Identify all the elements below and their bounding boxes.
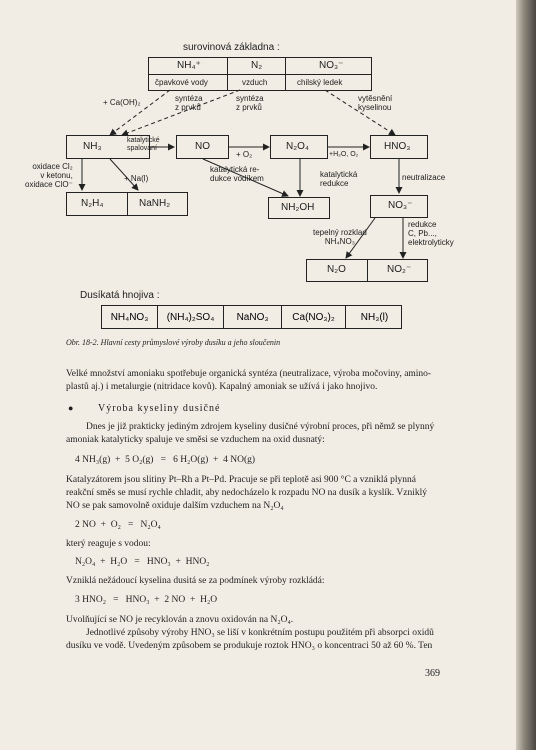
- nh4-formula: NH₄⁺: [177, 60, 201, 71]
- section-title: Výroba kyseliny dusičné: [98, 403, 221, 414]
- n2o4-box: [270, 135, 328, 159]
- nanh2-formula: NaNH₂: [139, 198, 171, 209]
- synthesis-label-2: syntéza z prvků: [236, 94, 264, 112]
- equation-2: 2 NO + O₂ = N₂O₄: [75, 520, 161, 530]
- catalytic-reduction-h2-label: katalytická re- dukce vodíkem: [210, 165, 264, 183]
- paragraph-line: který reaguje s vodou:: [66, 539, 151, 549]
- fertilizer-item: Ca(NO₃)₂: [282, 306, 346, 328]
- no2-formula: NO₂⁻: [387, 264, 412, 275]
- hno3-formula: HNO₃: [384, 141, 411, 152]
- plus-na-label: + Na(l): [124, 174, 149, 183]
- paragraph-line: Vzniklá nežádoucí kyselina dusitá se za podmínek výroby rozkládá:: [66, 576, 325, 586]
- displacement-label: vytěsnění kyselinou: [358, 94, 393, 112]
- no3-source: chilský ledek: [297, 78, 343, 87]
- nh2oh-formula: NH₂OH: [281, 202, 315, 213]
- fertilizer-item: NH₃(l): [360, 311, 389, 323]
- oxidation-label: oxidace Cl₂ v ketonu, oxidace ClO⁻: [25, 162, 73, 189]
- nh2oh-box: [268, 197, 330, 219]
- equation-1: 4 NH₃(g) + 5 O₂(g) = 6 H₂O(g) + 4 NO(g): [75, 455, 256, 465]
- nh3-formula: NH₃: [83, 141, 102, 152]
- fertilizer-item: NaNO₃: [224, 306, 282, 328]
- n2-formula: N₂: [251, 60, 263, 71]
- fertilizer-item: (NH₄)₂SO₄: [158, 306, 224, 328]
- figure-caption: Obr. 18-2. Hlavní cesty průmyslové výroby dusíku a jeho sloučenin: [66, 338, 281, 347]
- water-o2-label: +H₂O, O₂: [329, 151, 359, 158]
- plus-o2-label: + O₂: [236, 150, 253, 159]
- fertilizer-item: NH₄NO₃: [102, 306, 158, 328]
- thermal-decomposition-label: tepelný rozklad NH₄NO₃: [313, 228, 367, 246]
- paragraph-line: Katalyzátorem jsou slitiny Pt–Rh a Pt–Pd. Pracuje se při teplotě asi 900 °C a vzniklá plynná: [66, 475, 416, 485]
- n2-source: vzduch: [242, 78, 268, 87]
- reduction-label: redukce C, Pb..., elektrolyticky: [408, 220, 454, 247]
- paragraph-line: reakční směs se musí rychle chladit, aby nedocházelo k rozpadu NO na dusík a kyslík. Vzniklý: [66, 488, 427, 498]
- paragraph-line: Jednotlivé způsoby výroby HNO₃ se liší v konkrétním postupu použitém při absorpci oxidů: [86, 628, 434, 638]
- paragraph-line: amoniak katalyticky spaluje ve směsi se vzduchem na oxid dusnatý:: [66, 435, 325, 445]
- paragraph-line: dusíku ve vodě. Uvedeným způsobem se produkuje roztok HNO₃ o koncentraci 50 až 60 %. Ten: [66, 641, 433, 651]
- n2o4-formula: N₂O₄: [286, 141, 309, 152]
- synthesis-label-1: syntéza z prvků: [175, 94, 203, 112]
- equation-4: 3 HNO₂ = HNO₃ + 2 NO + H₂O: [75, 595, 218, 605]
- no-formula: NO: [195, 141, 210, 152]
- no3-mid-formula: NO₃⁻: [388, 200, 413, 211]
- caoh-label: + Ca(OH)₂: [103, 98, 141, 107]
- no3-formula: NO₃⁻: [319, 60, 344, 71]
- fertilizers-label: Dusíkatá hnojiva :: [80, 290, 160, 301]
- raw-materials-box: [148, 57, 372, 91]
- no-box: [176, 135, 229, 159]
- paragraph-line: NO se pak samovolně oxiduje dalším vzduchem na N₂O₄: [66, 501, 284, 511]
- raw-materials-label: surovinová základna :: [183, 42, 280, 53]
- catalytic-reduction-label: katalytická redukce: [320, 170, 358, 188]
- intro-line: plastů aj.) i metalurgie (nitridace kovů). Kapalný amoniak se užívá i jako hnojivo.: [66, 382, 378, 392]
- nh4-source: čpavkové vody: [155, 78, 208, 87]
- book-spine-edge: [516, 0, 536, 750]
- page-number: 369: [425, 668, 440, 679]
- hno3-box: [370, 135, 428, 159]
- intro-line: Velké množství amoniaku spotřebuje organická syntéza (neutralizace, výroba močoviny, amino-: [66, 369, 432, 379]
- n2o-no2-box: [306, 259, 428, 282]
- paragraph-line: Uvolňující se NO je recyklován a znovu oxidován na N₂O₄.: [66, 615, 294, 625]
- catalytic-burning-label: katalytické spalování: [127, 137, 160, 152]
- paragraph-line: Dnes je již prakticky jediným zdrojem kyseliny dusičné výrobní proces, při němž se plynný: [86, 422, 435, 432]
- equation-3: N₂O₄ + H₂O = HNO₃ + HNO₂: [75, 557, 210, 567]
- neutralization-label: neutralizace: [402, 173, 446, 182]
- bullet-icon: ●: [68, 403, 74, 413]
- n2h4-nanh2-box: [66, 192, 188, 216]
- n2o-formula: N₂O: [327, 264, 346, 275]
- no3-box: [370, 195, 428, 218]
- fertilizers-box: [101, 305, 402, 329]
- n2h4-formula: N₂H₄: [81, 198, 104, 209]
